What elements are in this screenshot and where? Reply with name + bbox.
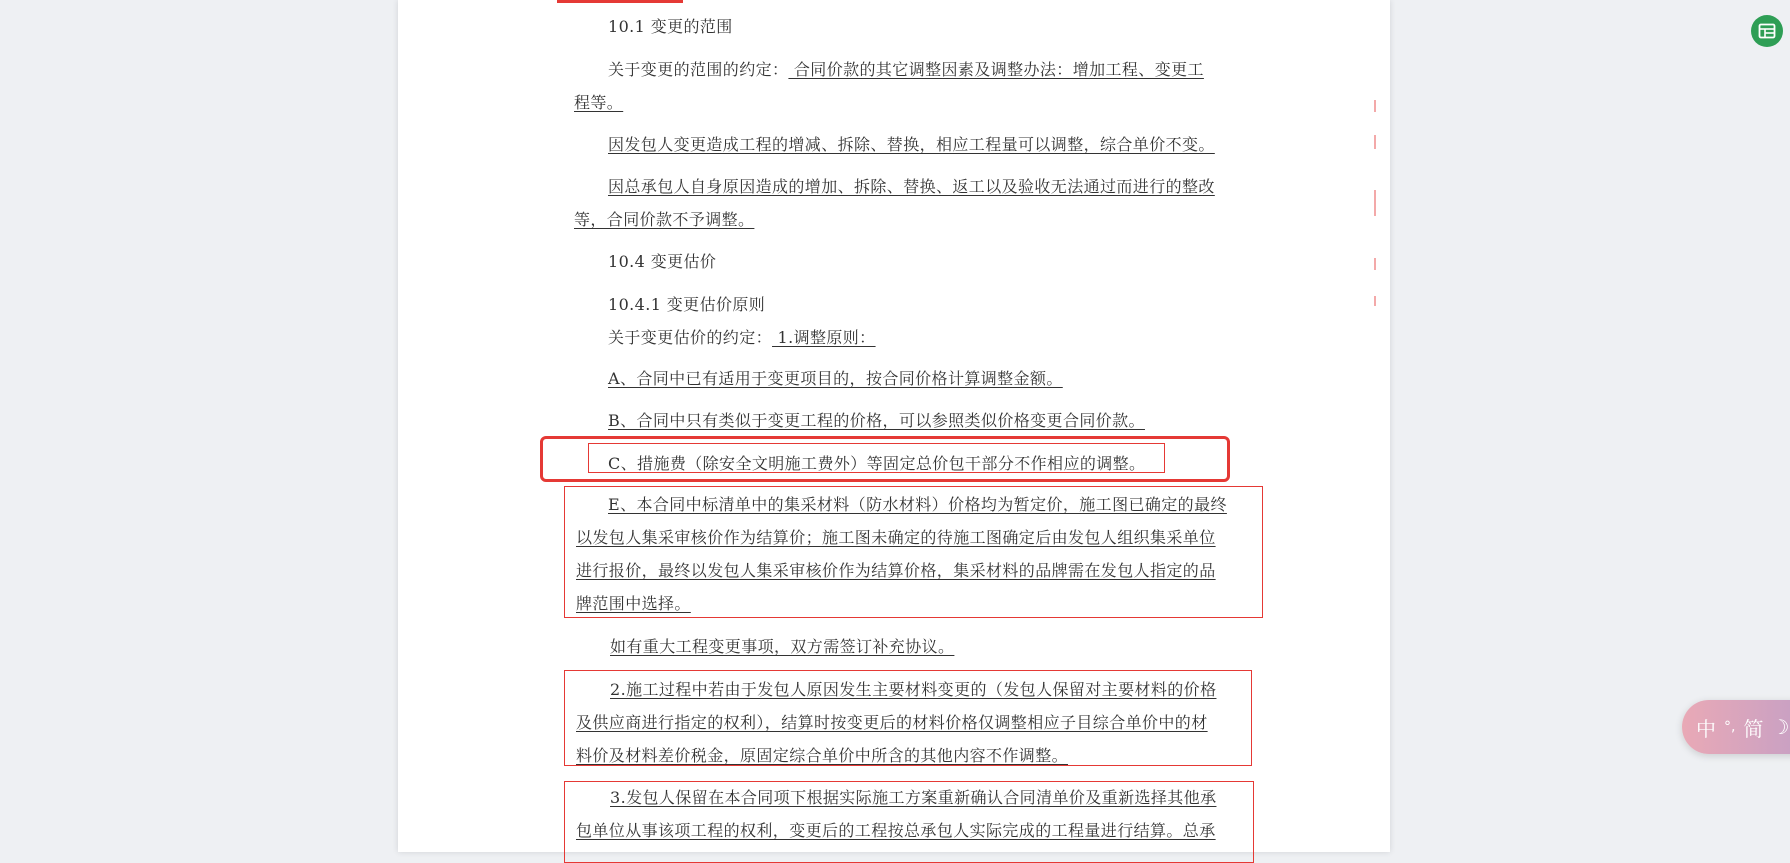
section-heading-10-4: 10.4 变更估价: [608, 252, 717, 271]
edge-mark: [1374, 190, 1376, 216]
text-label: 关于变更估价的约定：: [608, 328, 773, 347]
clause-b: B、合同中只有类似于变更工程的价格，可以参照类似价格变更合同价款。: [608, 411, 1145, 430]
ime-mode-toggle[interactable]: 简: [1743, 716, 1764, 741]
table-icon: [1758, 22, 1776, 40]
annotation-box-clause-3: [564, 781, 1254, 863]
clause-e-line: 以发包人集采审核价作为结算价；施工图未确定的待施工图确定后由发包人组织集采单位: [576, 528, 1216, 547]
edge-mark: [1374, 135, 1376, 149]
clause-c: C、措施费（除安全文明施工费外）等固定总价包干部分不作相应的调整。: [608, 454, 1146, 473]
text-underlined: 合同价款的其它调整因素及调整办法：增加工程、变更工: [788, 60, 1204, 79]
paragraph-line: 如有重大工程变更事项，双方需签订补充协议。: [610, 637, 955, 656]
clause-2-line: 及供应商进行指定的权利），结算时按变更后的材料价格仅调整相应子目综合单价中的材: [576, 713, 1208, 732]
clause-2-line: 料价及材料差价税金，原固定综合单价中所含的其他内容不作调整。: [576, 746, 1069, 765]
edge-mark: [1374, 100, 1376, 112]
moon-icon[interactable]: ☽: [1771, 715, 1790, 739]
paragraph-line: 因发包人变更造成工程的增减、拆除、替换，相应工程量可以调整，综合单价不变。: [608, 135, 1215, 154]
clause-e-line: 牌范围中选择。: [576, 594, 691, 613]
paragraph-line: 因总承包人自身原因造成的增加、拆除、替换、返工以及验收无法通过而进行的整改: [608, 177, 1215, 196]
ime-language-toggle[interactable]: 中: [1696, 716, 1716, 741]
text-underlined: 1.调整原则：: [772, 328, 876, 347]
clause-e-line: E、本合同中标清单中的集采材料（防水材料）价格均为暂定价，施工图已确定的最终: [608, 495, 1227, 514]
section-heading-10-4-1: 10.4.1 变更估价原则: [608, 295, 766, 314]
section-heading-10-1: 10.1 变更的范围: [608, 17, 733, 36]
paragraph-line: [608, 57, 1204, 80]
floating-action-button[interactable]: [1751, 15, 1783, 47]
highlight-marker: [557, 0, 683, 3]
edge-mark: [1374, 258, 1376, 270]
clause-3-line: 3.发包人保留在本合同项下根据实际施工方案重新确认合同清单价及重新选择其他承: [610, 788, 1217, 807]
annotation-box-inner: [588, 443, 1165, 473]
annotation-box-clause-2: [564, 670, 1252, 766]
ime-punctuation-toggle[interactable]: °,: [1724, 719, 1736, 735]
ime-toolbar[interactable]: [1682, 700, 1790, 754]
paragraph-line: 等，合同价款不予调整。: [574, 210, 755, 229]
clause-2-line: 2.施工过程中若由于发包人原因发生主要材料变更的（发包人保留对主要材料的价格: [610, 680, 1217, 699]
text-label: 关于变更的范围的约定：: [608, 60, 789, 79]
clause-e-line: 进行报价，最终以发包人集采审核价作为结算价格，集采材料的品牌需在发包人指定的品: [576, 561, 1216, 580]
clause-a: A、合同中已有适用于变更项目的，按合同价格计算调整金额。: [608, 369, 1063, 388]
clause-3-line: 包单位从事该项工程的权利，变更后的工程按总承包人实际完成的工程量进行结算。总承: [576, 821, 1216, 840]
annotation-box-clause-e: [564, 486, 1263, 618]
paragraph-line: [608, 325, 876, 348]
paragraph-line: 程等。: [574, 93, 624, 112]
edge-mark: [1374, 296, 1376, 306]
